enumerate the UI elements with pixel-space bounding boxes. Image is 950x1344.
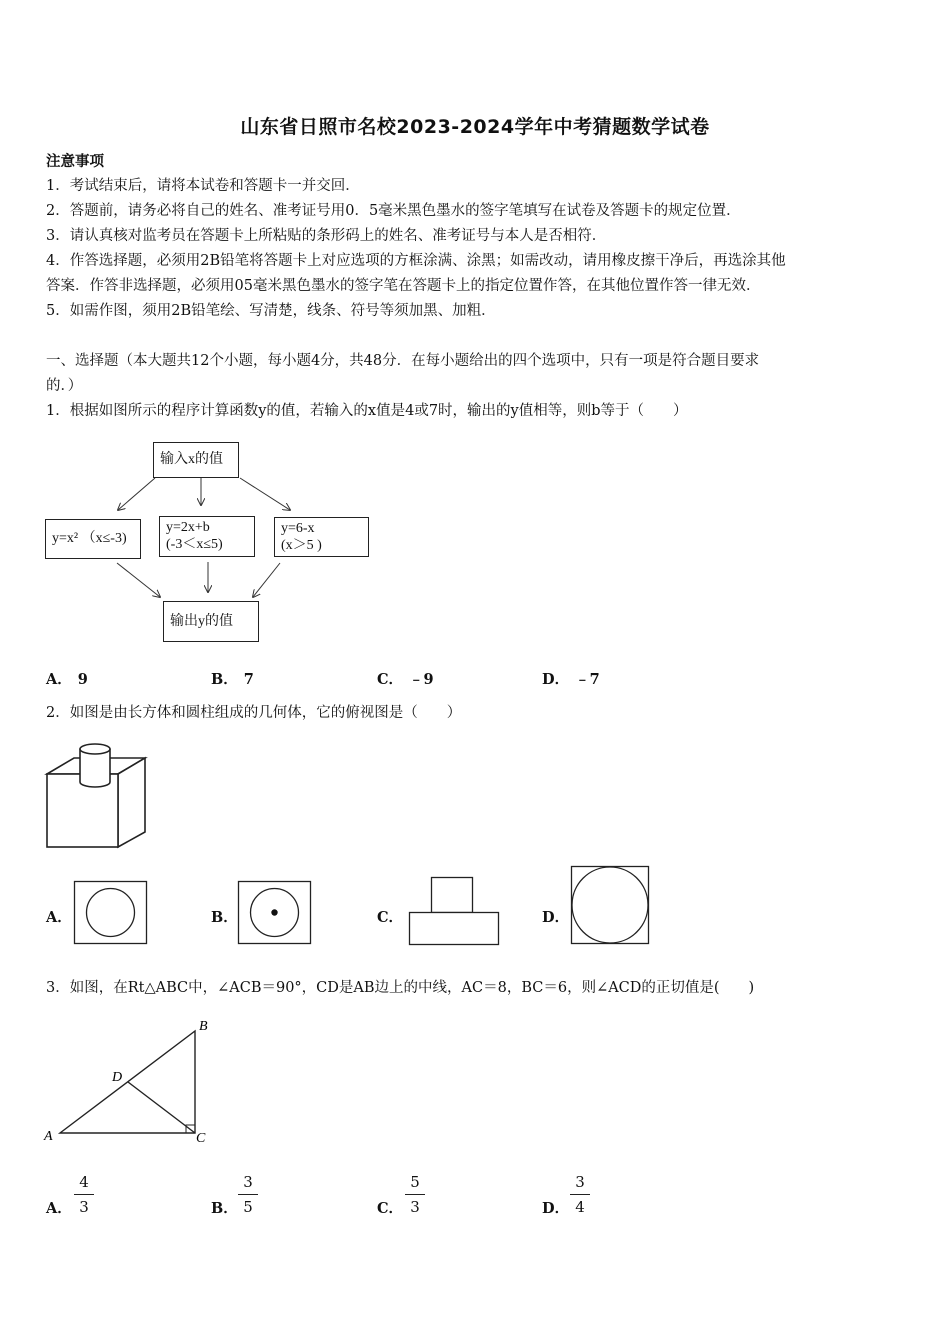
q3-option-b-fraction[interactable] [236, 1172, 260, 1217]
flow-branch-middle-condition: (-3＜x≤5) [166, 537, 223, 552]
q3-option-c-label: C． [377, 1200, 404, 1217]
flow-branch-middle [159, 516, 255, 557]
q2-option-b-label: B． [211, 909, 238, 926]
q2-solid-figure [45, 742, 165, 852]
q3-option-a-label: A． [46, 1200, 72, 1217]
q1-stem: 1．根据如图所示的程序计算函数y的值，若输入的x值是4或7时，输出的y值相等，则b等于（ ） [46, 403, 688, 419]
fraction-denominator: 3 [79, 1198, 89, 1216]
q2-option-c-label: C． [377, 909, 404, 926]
q2-option-d-figure[interactable] [571, 866, 651, 946]
section-heading: 一、选择题（本大题共12个小题，每小题4分，共48分．在每小题给出的四个选项中，只有一项是符合题目要求 [46, 353, 760, 369]
q2-option-a-label: A． [46, 909, 72, 926]
flow-branch-right-condition: (x＞5 ) [281, 538, 322, 553]
flow-branch-right [274, 517, 369, 557]
q3-option-a-fraction[interactable] [72, 1172, 96, 1217]
fraction-numerator: 5 [410, 1173, 420, 1191]
q2-option-b-figure[interactable] [238, 881, 312, 945]
q3-option-d-label: D． [542, 1200, 570, 1217]
q3-option-d-fraction[interactable] [568, 1172, 592, 1217]
q3-option-b-label: B． [211, 1200, 238, 1217]
fraction-denominator: 4 [575, 1198, 585, 1216]
notice-item: 2．答题前，请务必将自己的姓名、准考证号用0．5毫米黑色墨水的签字笔填写在试卷及答题卡的规定位置． [46, 203, 741, 219]
flow-branch-left: y=x² （x≤-3) [45, 519, 141, 559]
flow-branch-middle-formula: y=2x+b [166, 520, 210, 535]
notice-item: 答案．作答非选择题，必须用05毫米黑色墨水的签字笔在答题卡上的指定位置作答，在其他位置作答一律无效． [46, 278, 761, 294]
q2-option-c-figure[interactable] [409, 877, 501, 947]
fraction-denominator: 5 [243, 1198, 253, 1216]
notice-item: 3．请认真核对监考员在答题卡上所粘贴的条形码上的姓名、准考证号与本人是否相符． [46, 228, 607, 244]
q2-stem: 2．如图是由长方体和圆柱组成的几何体，它的俯视图是（ ） [46, 705, 462, 721]
q3-stem: 3．如图，在Rt△ABC中，∠ACB＝90°，CD是AB边上的中线，AC＝8，BC＝6，则∠ACD的正切值是( ) [46, 980, 755, 996]
fraction-numerator: 3 [575, 1173, 585, 1191]
notice-item: 1．考试结束后，请将本试卷和答题卡一并交回． [46, 178, 360, 194]
fraction-numerator: 3 [243, 1173, 253, 1191]
q3-triangle-figure [40, 1018, 220, 1148]
q1-option-a[interactable]: A． 9 [46, 671, 88, 688]
notice-item: 4．作答选择题，必须用2B铅笔将答题卡上对应选项的方框涂满、涂黑；如需改动，请用橡皮擦干净后，再选涂其他 [46, 253, 786, 269]
notice-item: 5．如需作图，须用2B铅笔绘、写清楚，线条、符号等须加黑、加粗． [46, 303, 496, 319]
flow-branch-right-formula: y=6-x [281, 521, 315, 536]
q3-option-c-fraction[interactable] [403, 1172, 427, 1217]
q1-option-b[interactable]: B． 7 [211, 671, 254, 688]
flow-input-box: 输入x的值 [153, 442, 239, 478]
notice-heading: 注意事项 [46, 153, 104, 170]
q3-label-d: D [112, 1070, 123, 1085]
fraction-numerator: 4 [79, 1173, 89, 1191]
q3-label-b: B [199, 1019, 208, 1034]
q3-label-a: A [44, 1129, 53, 1144]
q2-option-d-label: D． [542, 909, 570, 926]
q1-option-d[interactable]: D． ﹣7 [542, 671, 600, 688]
page-title: 山东省日照市名校2023-2024学年中考猜题数学试卷 [240, 116, 710, 138]
q3-label-c: C [196, 1131, 206, 1146]
q1-option-c[interactable]: C． ﹣9 [377, 671, 434, 688]
fraction-denominator: 3 [410, 1198, 420, 1216]
section-heading-cont: 的．） [46, 378, 83, 394]
q2-option-a-figure[interactable] [74, 881, 148, 945]
flow-output-box: 输出y的值 [163, 601, 259, 642]
